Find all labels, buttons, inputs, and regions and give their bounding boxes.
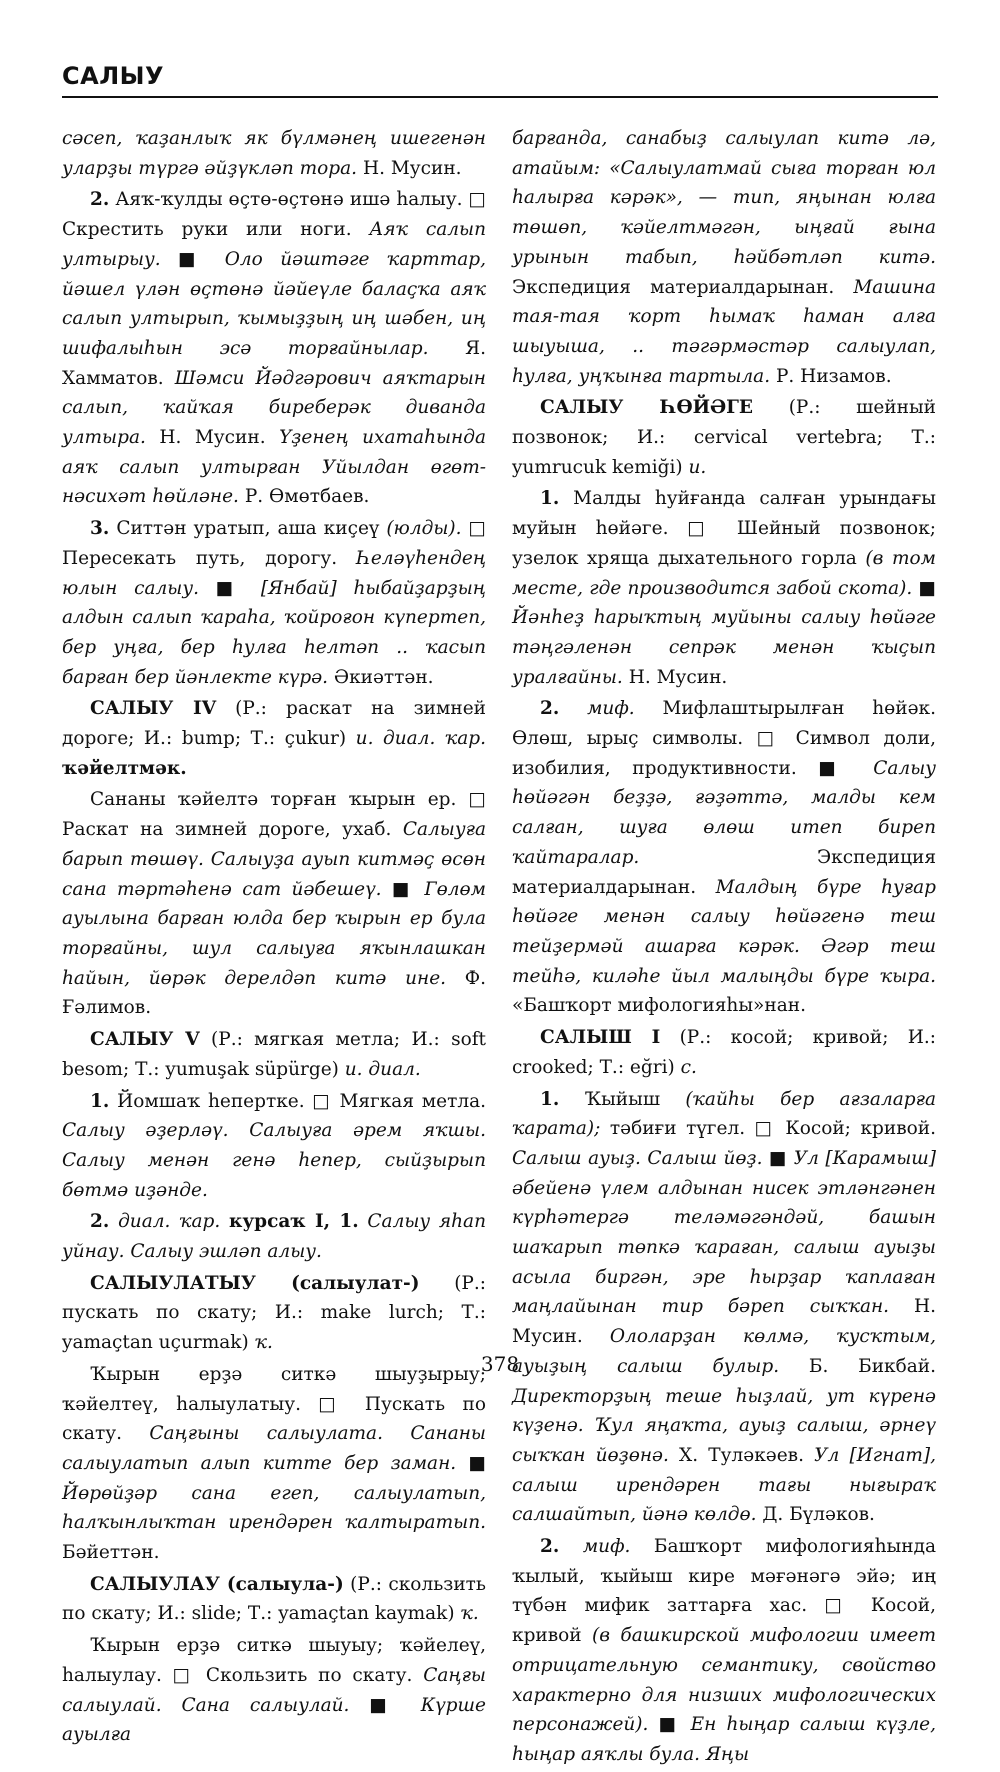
entry-paragraph: 2. миф. Башҡорт мифологияһында ҡылый, ҡыйыш кире мәғәнәгә эйә; иң түбән мифик заттарға хас. □ Косой, кривой (в башкирской мифологии имеет отрицательную семантику, свойство характерно для низших мифологических персонажей). ■ Ен һыңар салыш күҙле, һыңар аяҡлы була. Яңы	[512, 1536, 936, 1765]
entry-paragraph: Ҡырын ерҙә ситкә шыуыу; ҡәйелеү, һалыулау. □ Скользить по скату. Саңғы салыулай. Сана салыулай. ■ Күрше ауылға	[62, 1635, 486, 1746]
entry-headword: САЛЫУЛАУ (салыула-) (Р.: скользить по скату; И.: slide; Т.: yamaçtan kaymak) ҡ.	[62, 1573, 486, 1625]
entry-headword: САЛЫУ V (Р.: мягкая метла; И.: soft besom; Т.: yumuşak süpürge) и. диал.	[62, 1029, 486, 1080]
entry-headword: САЛЫШ I (Р.: косой; кривой; И.: crooked; Т.: eğri) с.	[512, 1027, 937, 1078]
left-column	[62, 124, 486, 1752]
header-title: САЛЫУ	[62, 62, 164, 90]
entry-paragraph: 2. миф. Мифлаштырылған һөйәк. Өлөш, ырыҫ символы. □ Символ доли, изобилия, продуктивности. ■ Салыу һөйәгән беҙҙә, ғәҙәттә, малды кем салған, шуға өлөш итеп биреп ҡайтаралар. Экспедиция материалдарынан. Малдың бүре һуғар һөйәге менән салыу һөйәгенә теш тейҙермәй ашарға кәрәк. Әгәр теш тейһә, киләһе йыл малыңды бүре ҡыра. «Башҡорт мифологияһы»нан.	[512, 698, 937, 1017]
entry-paragraph: 1. Малды һуйғанда салған урындағы муйын һөйәге. □ Шейный позвонок; узелок хряща дыхательного горла (в том месте, где производится забой скота). ■ Йәнһеҙ һарыҡтың муйыны салыу һөйәге тәңгәленән сепрәк менән ҡыҫып уралғайны. Н. Мусин.	[512, 488, 936, 688]
entry-paragraph: Сананы ҡәйелтә торған ҡырын ер. □ Раскат на зимней дороге, ухаб. Салыуға барып төшөү. Салыуҙа ауып китмәҫ өсөн сана тәртәһенә сат йәбешеү. ■ Гөлөм ауылына барған юлда бер ҡырын ер була торғайны, шул салыуға яҡынлашкан һайын, йөрәк дерелдәп китә ине. Ф. Ғәлимов.	[62, 789, 486, 1019]
entry-headword: САЛЫУ ҺӨЙӘГЕ (Р.: шейный позвонок; И.: cervical vertebra; Т.: yumrucuk kemiği) и.	[512, 397, 937, 478]
entry-paragraph: 1. Йомшаҡ һепертке. □ Мягкая метла. Салыу әҙерләү. Салыуға әрем яҡшы. Салыу менән генә һепер, сыйҙырып бөтмә иҙәнде.	[62, 1090, 486, 1201]
entry-paragraph: 3. Ситтән уратып, аша киҫеү (юлды). □ Пересекать путь, дорогу. Һеләүһендең юлын салыу. ■ [Янбай] һыбайҙарҙың алдын салып ҡараһа, ҡойроғон күпертеп, бер уңға, бер һулға һелтәп .. ҡасып барған бер йәнлекте күрә. Әкиәттән.	[62, 518, 486, 688]
entry-paragraph: барғанда, санабыҙ салыулап китә лә, атайым: «Салыулатмай сыға торған юл һалырға кәрәк», — тип, яңынан юлға төшөп, ҡәйелтмәгән, ыңғай ғына урынын табып, һәйбәтләп китә. Экспедиция материалдарынан. Машина тая-тая ҡорт һымаҡ һаман алға шыуыша, .. тәгәрмәстәр салыулап, һулға, уңҡынға тартыла. Р. Низамов.	[512, 128, 936, 387]
entry-headword: САЛЫУ IV (Р.: раскат на зимней дороге; И.: bump; Т.: çukur) и. диал. ҡар. ҡәйелтмәк.	[62, 698, 487, 779]
entry-paragraph: 1. Ҡыйыш (ҡайһы бер ағзаларға ҡарата); тәбиғи түгел. □ Косой; кривой. Салыш ауыҙ. Салыш йөҙ. ■ Ул [Карамыш] әбейенә үлем алдынан нисек этләнгәнен күрһәтергә теләмәгәндәй, башын шаҡарып төпкә ҡараған, салыш ауыҙы асыла биргән, эре һырҙар ҡаплаған маңлайынан тир бәреп сыҡҡан. Н. Мусин. Ололарҙан көлмә, ҡусҡтым, ауыҙың салыш булыр. Б. Бикбай. Директорҙың теше һыҙлай, ут күренә күҙенә. Ҡул яңаҡта, ауыҙ салыш, әрнеү сыҡҡан йөҙөнә. Х. Туләкәев. Ул [Игнат], салыш ирендәрен тағы нығыраҡ салшайтып, йәнә көлдө. Д. Бүләков.	[512, 1088, 937, 1526]
right-column	[512, 124, 936, 1772]
entry-headword: САЛЫУЛАТЫУ (салыулат-) (Р.: пускать по скату; И.: make lurch; Т.: yamaçtan uçurmak) ҡ.	[62, 1272, 486, 1354]
running-header	[62, 62, 938, 98]
entry-paragraph: Ҡырын ерҙә ситкә шыуҙырыу; ҡәйелтеү, һалыулатыу. □ Пускать по скату. Саңғыны салыулата. Сананы салыулатып алып китте бер заман. ■ Йөрөйҙәр сана егеп, салыулатып, һалҡынлыҡтан ирендәрен ҡалтыратып. Бәйеттән.	[62, 1363, 486, 1564]
page-number: 378	[480, 1352, 520, 1376]
entry-paragraph: сәсеп, ҡаҙанлыҡ як бүлмәнең ишегенән уларҙы түргә әйҙүкләп тора. Н. Мусин.	[62, 128, 486, 179]
entry-paragraph: 2. Аяҡ-ҡулды өҫтө-өҫтөнә ишә һалыу. □ Скрестить руки или ноги. Аяҡ салып ултырыу. ■ Оло йәштәге ҡарттар, йәшел үлән өҫтөнә йәйеүле балаҫҡа аяҡ салып ултырып, ҡымыҙҙың иң шәбен, иң шифалыһын эсә торғайнылар. Я. Хамматов. Шәмси Йәдгәрович аяҡтарын салып, ҡайҡая биреберәк диванда ултыра. Н. Мусин. Үҙенең ихатаһында аяҡ салып ултырған Уйылдан өгөт-нәсихәт һөйләне. Р. Өмөтбаев.	[62, 189, 487, 508]
entry-paragraph: 2. диал. ҡар. курсаҡ I, 1. Салыу яһап уйнау. Салыу эшләп алыу.	[62, 1211, 486, 1263]
